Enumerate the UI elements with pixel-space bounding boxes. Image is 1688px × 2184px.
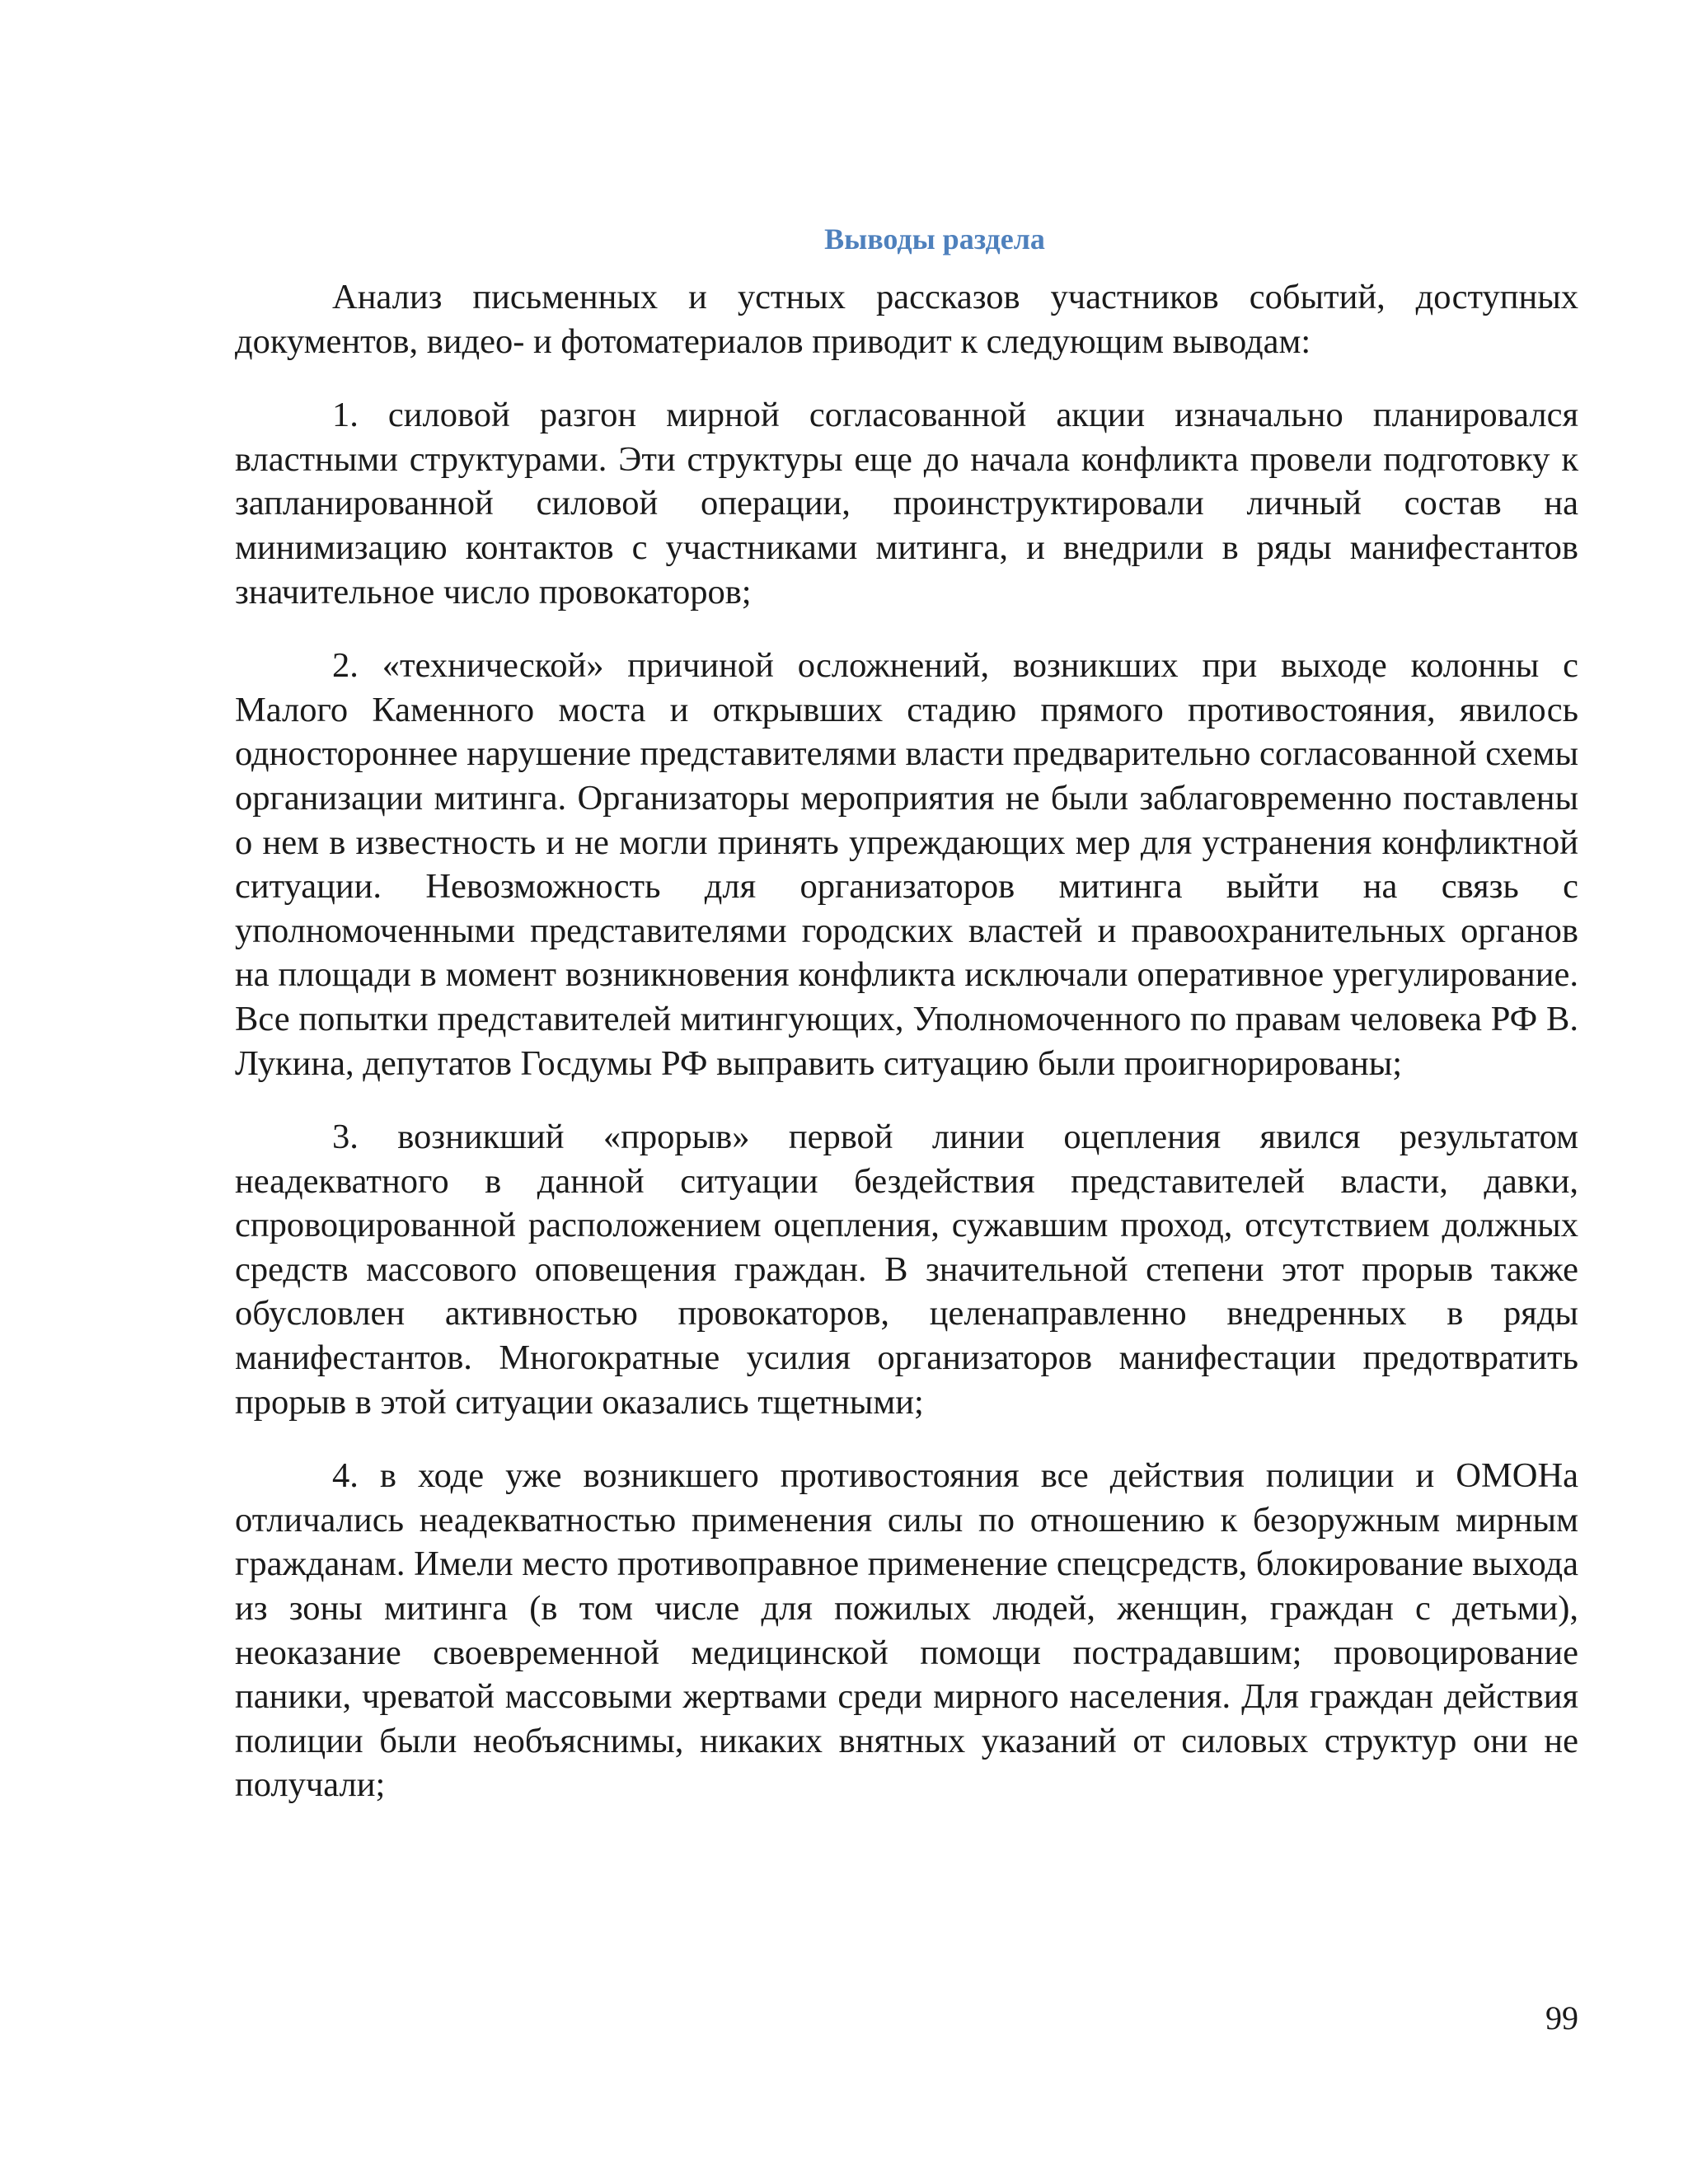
paragraph-intro: Анализ письменных и устных рассказов участников событий, доступных документов, видео- и фотоматериалов приводит к следующим выводам: [235,278,1578,361]
document-page [235,221,1578,1837]
paragraph-conclusion-2: 2. «технической» причиной осложнений, возникших при выходе колонны с Малого Каменного моста и открывших стадию прямого противостояния, явилось одностороннее нарушение представителями власти предварительно согласованной схемы организации митинга. Организаторы мероприятия не были заблаговременно поставлены о нем в известность и не могли принять упреждающих мер для устранения конфликтной ситуации. Невозможность для организаторов митинга выйти на связь с уполномоченными представителями городских властей и правоохранительных органов на площади в момент возникновения конфликта исключали оперативное урегулирование. Все попытки представителей митингующих, Уполномоченного по правам человека РФ В. Лукина, депутатов Госдумы РФ выправить ситуацию были проигнорированы; [235,646,1578,1083]
paragraph-conclusion-1: 1. силовой разгон мирной согласованной акции изначально планировался властными структурами. Эти структуры еще до начала конфликта провели подготовку к запланированной силовой операции, проинструктировали личный состав на минимизацию контактов с участниками митинга, и внедрили в ряды манифестантов значительное число провокаторов; [235,396,1578,612]
paragraph-conclusion-3: 3. возникший «прорыв» первой линии оцепления явился результатом неадекватного в данной ситуации бездействия представителей власти, давки, спровоцированной расположением оцепления, сужавшим проход, отсутствием должных средств массового оповещения граждан. В значительной степени этот прорыв также обусловлен активностью провокаторов, целенаправленно внедренных в ряды манифестантов. Многократные усилия организаторов манифестации предотвратить прорыв в этой ситуации оказались тщетными; [235,1118,1578,1422]
page-number: 99 [1545,1999,1578,2036]
paragraph-conclusion-4: 4. в ходе уже возникшего противостояния все действия полиции и ОМОНа отличались неадекватностью применения силы по отношению к безоружным мирным гражданам. Имели место противоправное применение спецсредств, блокирование выхода из зоны митинга (в том числе для пожилых людей, женщин, граждан с детьми), неоказание своевременной медицинской помощи пострадавшим; провоцирование паники, чреватой массовыми жертвами среди мирного населения. Для граждан действия полиции были необъяснимы, никаких внятных указаний от силовых структур они не получали; [235,1456,1578,1805]
section-heading: Выводы раздела [824,223,1045,255]
